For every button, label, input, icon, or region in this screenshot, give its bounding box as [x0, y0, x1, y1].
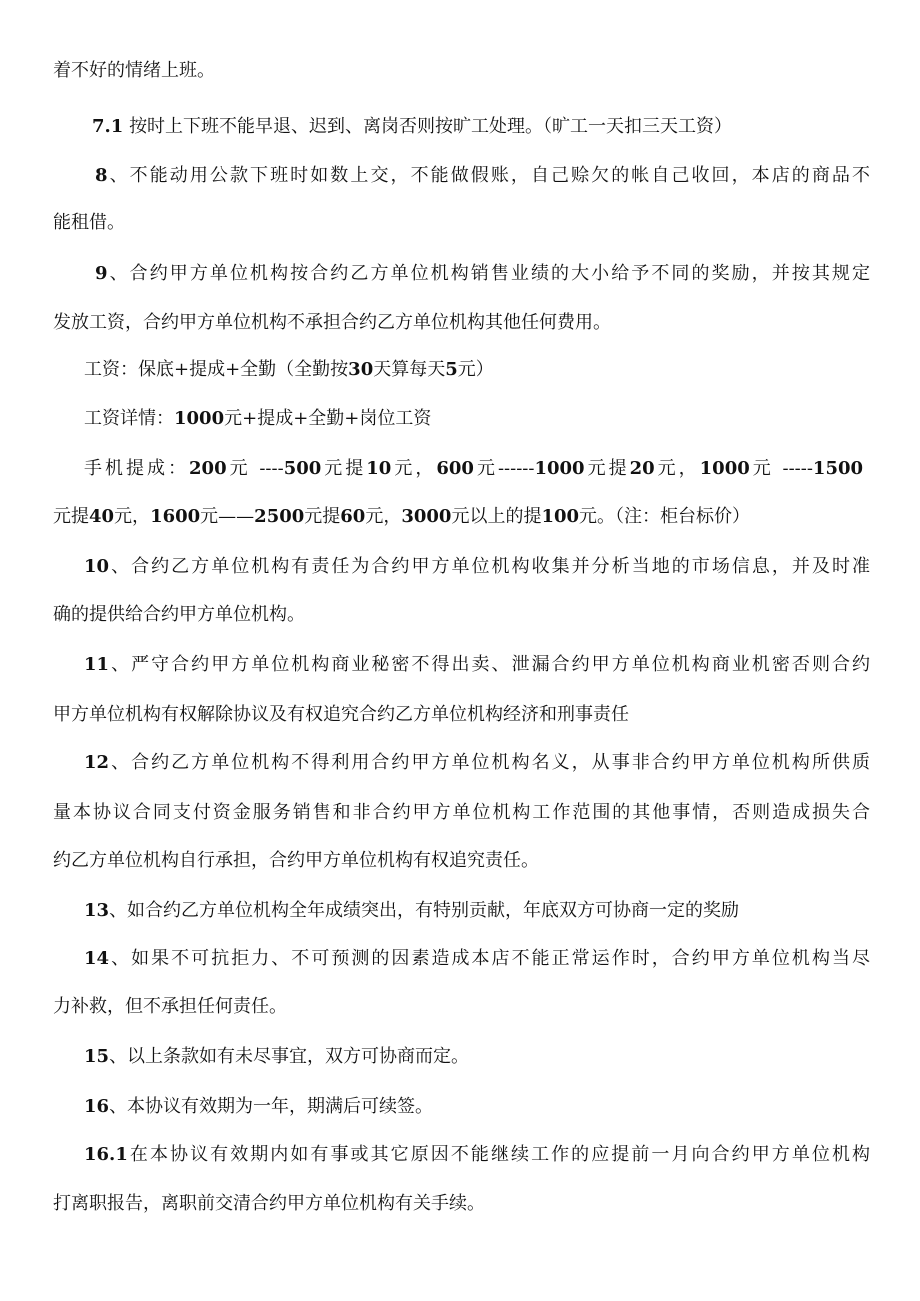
- text-line: 约乙方单位机构自行承担，合约甲方单位机构有权追究责任。: [53, 850, 539, 871]
- clause-number: 9: [95, 263, 108, 284]
- clause-13: 13、如合约乙方单位机构全年成绩突出，有特别贡献，年底双方可协商一定的奖励: [84, 900, 740, 921]
- clause-number: 11: [84, 654, 110, 675]
- clause-number: 12: [84, 752, 110, 773]
- commission-line: 元提40元，1600元——2500元提60元，3000元以上的提100元。（注：柜台标价）: [53, 506, 751, 527]
- text-line: 着不好的情绪上班。: [53, 60, 215, 81]
- text-line: 打离职报告，离职前交清合约甲方单位机构有关手续。: [53, 1193, 485, 1214]
- clause-number: 8: [95, 165, 108, 186]
- clause-16-1: 16.1在本协议有效期内如有事或其它原因不能继续工作的应提前一月向合约甲方单位机构: [84, 1144, 870, 1165]
- clause-14: 14、如果不可抗拒力、不可预测的因素造成本店不能正常运作时，合约甲方单位机构当尽: [84, 948, 870, 969]
- clause-12: 12、合约乙方单位机构不得利用合约甲方单位机构名义，从事非合约甲方单位机构所供质: [84, 752, 870, 773]
- clause-7-1: 7.1 按时上下班不能早退、迟到、离岗否则按旷工处理。（旷工一天扣三天工资）: [92, 116, 733, 137]
- clause-16: 16、本协议有效期为一年，期满后可续签。: [84, 1096, 434, 1117]
- clause-number: 7.1: [92, 116, 124, 137]
- text-line: 确的提供给合约甲方单位机构。: [53, 604, 305, 625]
- text-line: 发放工资，合约甲方单位机构不承担合约乙方单位机构其他任何费用。: [53, 312, 611, 333]
- salary-line: 工资：保底+提成+全勤（全勤按30天算每天5元）: [84, 359, 494, 380]
- clause-number: 16.1: [84, 1144, 128, 1165]
- clause-number: 10: [84, 556, 110, 577]
- clause-15: 15、以上条款如有未尽事宜，双方可协商而定。: [84, 1046, 470, 1067]
- clause-10: 10、合约乙方单位机构有责任为合约甲方单位机构收集并分析当地的市场信息，并及时准: [84, 556, 870, 577]
- clause-number: 13: [84, 900, 110, 921]
- salary-detail-line: 工资详情：1000元+提成+全勤+岗位工资: [84, 408, 432, 429]
- clause-number: 14: [84, 948, 110, 969]
- clause-8: 8、不能动用公款下班时如数上交，不能做假账，自己赊欠的帐自己收回，本店的商品不: [95, 165, 870, 186]
- clause-9: 9、合约甲方单位机构按合约乙方单位机构销售业绩的大小给予不同的奖励，并按其规定: [95, 263, 870, 284]
- text-line: 力补救，但不承担任何责任。: [53, 996, 287, 1017]
- commission-line: 手机提成：200元 ----500元提10元，600元------1000元提20元，1000元 -----1500: [84, 458, 864, 479]
- text-line: 甲方单位机构有权解除协议及有权追究合约乙方单位机构经济和刑事责任: [53, 704, 629, 725]
- clause-number: 15: [84, 1046, 110, 1067]
- clause-number: 16: [84, 1096, 110, 1117]
- text-line: 量本协议合同支付资金服务销售和非合约甲方单位机构工作范围的其他事情，否则造成损失合: [53, 802, 870, 823]
- clause-11: 11、严守合约甲方单位机构商业秘密不得出卖、泄漏合约甲方单位机构商业机密否则合约: [84, 654, 870, 675]
- text-line: 能租借。: [53, 212, 125, 233]
